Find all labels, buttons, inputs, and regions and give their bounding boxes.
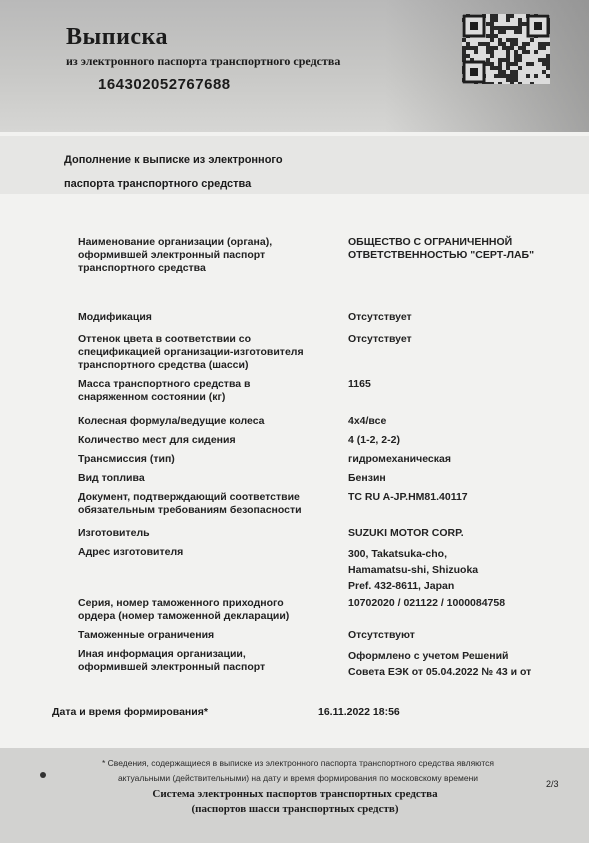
field-label-fuel: Вид топлива xyxy=(78,472,145,484)
field-label-customs-order: Серия, номер таможенного приходного ордера (номер таможенной декларации) xyxy=(78,597,290,622)
field-value-organization: ОБЩЕСТВО С ОГРАНИЧЕННОЙ ОТВЕТСТВЕННОСТЬЮ "СЕРТ-ЛАБ" xyxy=(348,236,535,261)
footnote xyxy=(68,756,528,786)
field-value-modification: Отсутствует xyxy=(348,311,412,323)
field-value-mass: 1165 xyxy=(348,378,371,390)
field-value-color: Отсутствует xyxy=(348,333,412,345)
field-label-manufacturer-address: Адрес изготовителя xyxy=(78,546,184,558)
field-value-customs-restrictions: Отсутствуют xyxy=(348,629,415,641)
document-subtitle: из электронного паспорта транспортного средства xyxy=(66,54,341,68)
field-label-other-info: Иная информация организации, оформившей электронный паспорт xyxy=(78,648,266,673)
section-title xyxy=(64,148,344,196)
field-value-customs-order: 10702020 / 021122 / 1000084758 xyxy=(348,597,506,609)
system-title-line1: Система электронных паспортов транспортных средства xyxy=(152,788,438,800)
field-label-transmission: Трансмиссия (тип) xyxy=(78,453,175,465)
bullet-icon xyxy=(40,772,46,778)
field-label-mass: Масса транспортного средства в снаряженном состоянии (кг) xyxy=(78,378,251,403)
field-value-fuel: Бензин xyxy=(348,472,386,484)
field-value-seats: 4 (1-2, 2-2) xyxy=(348,434,400,446)
field-value-manufacturer-address: 300, Takatsuka-cho, Hamamatsu-shi, Shizuoka Pref. 432-8611, Japan xyxy=(348,548,479,592)
field-value-manufacturer: SUZUKI MOTOR CORP. xyxy=(348,527,464,539)
field-label-customs-restrictions: Таможенные ограничения xyxy=(78,629,215,641)
section-title-line1: Дополнение к выписке из электронного xyxy=(64,154,283,166)
section-title-line2: паспорта транспортного средства xyxy=(64,178,252,190)
field-value-conformity-doc: ТС RU A-JP.HM81.40117 xyxy=(348,491,468,503)
qr-code-icon xyxy=(462,14,550,84)
field-label-color: Оттенок цвета в соответствии со спецификацией организации-изготовителя транспортного средства (шасси) xyxy=(78,333,304,371)
field-value-other-info: Оформлено с учетом Решений Совета ЕЭК от 05.04.2022 № 43 и от xyxy=(348,650,532,678)
field-label-modification: Модификация xyxy=(78,311,152,323)
system-title xyxy=(90,787,500,817)
system-title-line2: (паспортов шасси транспортных средств) xyxy=(191,803,399,815)
footnote-line2: актуальными (действительными) на дату и время формирования по московскому времени xyxy=(117,773,479,783)
footnote-line1: * Сведения, содержащиеся в выписке из электронного паспорта транспортного средства являются xyxy=(101,758,495,768)
field-label-seats: Количество мест для сидения xyxy=(78,434,236,446)
formation-datetime-value: 16.11.2022 18:56 xyxy=(318,706,400,718)
document-title: Выписка xyxy=(66,24,169,50)
field-value-wheel-formula: 4x4/все xyxy=(348,415,387,427)
field-label-wheel-formula: Колесная формула/ведущие колеса xyxy=(78,415,265,427)
page-number: 2/3 xyxy=(546,779,559,789)
field-label-conformity-doc: Документ, подтверждающий соответствие обязательным требованиям безопасности xyxy=(78,491,302,516)
passport-number: 164302052767688 xyxy=(98,76,231,93)
field-value-transmission: гидромеханическая xyxy=(348,453,451,465)
field-label-manufacturer: Изготовитель xyxy=(78,527,150,539)
formation-datetime-label: Дата и время формирования* xyxy=(52,706,208,718)
field-label-organization: Наименование организации (органа), оформившей электронный паспорт транспортного средства xyxy=(78,236,273,274)
